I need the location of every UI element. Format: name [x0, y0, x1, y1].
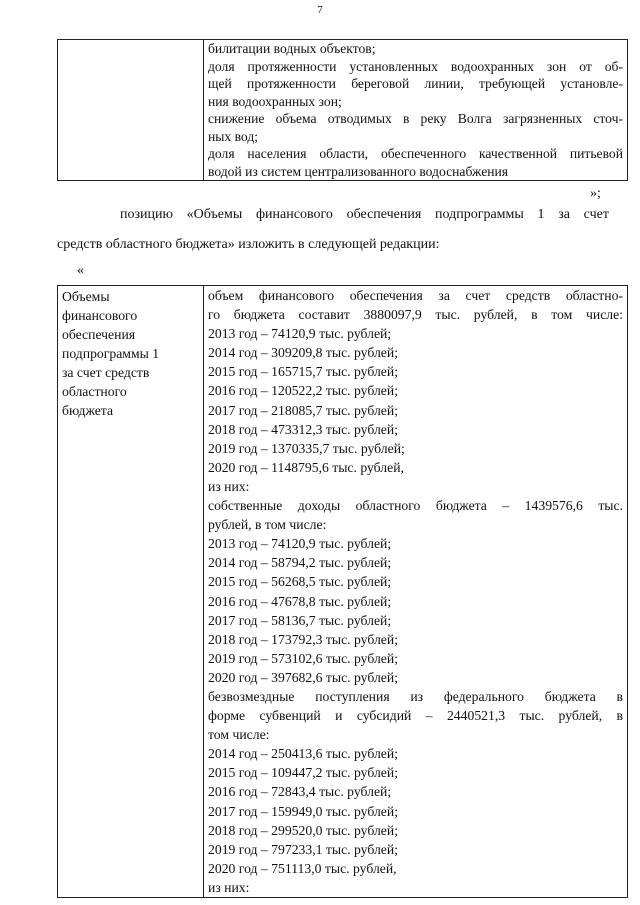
closing-quote: »; — [590, 186, 601, 201]
text-line: безвозмездные поступления из федерального бюджета в — [208, 688, 623, 704]
text-line: 2018 год – 473312,3 тыс. рублей; — [208, 421, 398, 437]
text-line: ных вод; — [208, 128, 259, 144]
continued-indicators-table — [57, 39, 628, 181]
text-line: 2016 год – 47678,8 тыс. рублей; — [208, 593, 392, 609]
text-line: за счет средств — [62, 365, 150, 380]
text-line: 2015 год – 56268,5 тыс. рублей; — [208, 574, 392, 590]
text-line: 2019 год – 797233,1 тыс. рублей; — [208, 841, 398, 857]
table-row — [58, 40, 628, 181]
text-line: 2017 год – 58136,7 тыс. рублей; — [208, 612, 392, 628]
text-line: форме субвенций и субсидий – 2440521,3 тыс. рублей, в — [208, 708, 623, 724]
amendment-paragraph-line1: позицию «Объемы финансового обеспечения подпрограммы 1 за счет — [120, 207, 609, 222]
text-line: ния водоохранных зон; — [208, 93, 342, 109]
table1-left-cell — [58, 40, 204, 181]
text-line: 2018 год – 173792,3 тыс. рублей; — [208, 631, 398, 647]
text-line: подпрограммы 1 — [62, 346, 160, 361]
text-line: 2015 год – 165715,7 тыс. рублей; — [208, 364, 398, 380]
text-line: из них: — [208, 879, 250, 895]
text-line: областного — [62, 384, 127, 399]
text-line: го бюджета составит 3880097,9 тыс. рублей, в том числе: — [208, 307, 623, 323]
text-line: доля населения области, обеспеченного качественной питьевой — [208, 146, 623, 161]
text-line: 2020 год – 751113,0 тыс. рублей, — [208, 860, 397, 876]
table1-right-cell — [204, 40, 628, 181]
text-line: обеспечения — [62, 327, 136, 342]
page-number: 7 — [317, 4, 323, 16]
funding-details-cell — [204, 286, 628, 898]
text-line: 2020 год – 1148795,6 тыс. рублей, — [208, 459, 404, 475]
table-row — [58, 286, 628, 898]
text-line: 2014 год – 58794,2 тыс. рублей; — [208, 555, 392, 571]
text-line: рублей, в том числе: — [208, 517, 327, 533]
text-line: том числе: — [208, 727, 270, 743]
text-line: 2017 год – 159949,0 тыс. рублей; — [208, 803, 398, 819]
text-line: водой из систем централизованного водоснабжения — [208, 163, 509, 179]
amendment-paragraph-line2: средств областного бюджета» изложить в следующей редакции: — [57, 237, 440, 252]
text-line: 2016 год – 72843,4 тыс. рублей; — [208, 784, 392, 800]
text-line: из них: — [208, 478, 250, 494]
text-line: 2013 год – 74120,9 тыс. рублей; — [208, 326, 392, 342]
text-line: 2015 год – 109447,2 тыс. рублей; — [208, 765, 398, 781]
text-line: 2016 год – 120522,2 тыс. рублей; — [208, 383, 398, 399]
text-line: 2013 год – 74120,9 тыс. рублей; — [208, 536, 392, 552]
text-line: бюджета — [62, 403, 114, 418]
text-line: 2014 год – 309209,8 тыс. рублей; — [208, 345, 398, 361]
text-line: 2020 год – 397682,6 тыс. рублей; — [208, 669, 398, 685]
funding-volume-table — [57, 285, 628, 898]
text-line: щей протяженности береговой линии, требующей установле- — [208, 76, 623, 91]
text-line: 2014 год – 250413,6 тыс. рублей; — [208, 746, 398, 762]
opening-quote: « — [77, 263, 84, 278]
text-line: Объемы — [62, 289, 110, 304]
funding-position-label-cell — [58, 286, 204, 898]
text-line: доля протяженности установленных водоохранных зон от об- — [208, 58, 623, 74]
text-line: билитации водных объектов; — [208, 41, 376, 56]
text-line: снижение объема отводимых в реку Волга загрязненных сточ- — [208, 111, 623, 126]
text-line: 2018 год – 299520,0 тыс. рублей; — [208, 822, 398, 838]
text-line: 2019 год – 573102,6 тыс. рублей; — [208, 650, 398, 666]
text-line: 2017 год – 218085,7 тыс. рублей; — [208, 402, 398, 418]
text-line: собственные доходы областного бюджета – 1439576,6 тыс. — [208, 498, 623, 514]
text-line: финансового — [62, 308, 138, 323]
text-line: 2019 год – 1370335,7 тыс. рублей; — [208, 440, 405, 456]
text-line: объем финансового обеспечения за счет средств областно- — [208, 288, 623, 303]
